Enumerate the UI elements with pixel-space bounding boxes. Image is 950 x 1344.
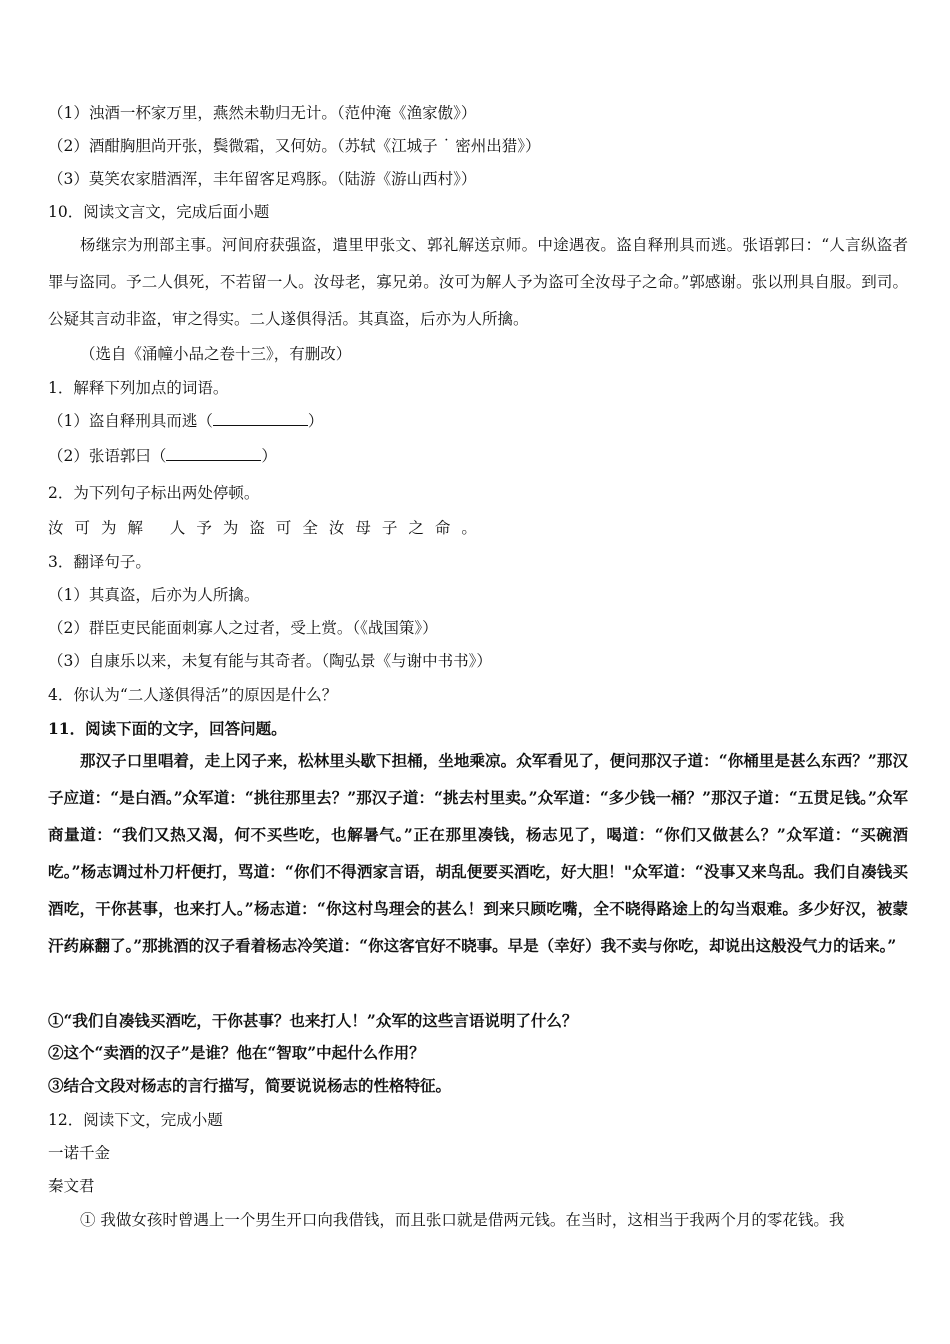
sub-question-3-item-2: （2）群臣吏民能面刺寡人之过者，受上赏。（《战国策》） (48, 619, 438, 637)
item-text: （1）盗自释刑具而逃（ (48, 412, 213, 430)
sub-question-2: 2．为下列句子标出两处停顿。 (48, 484, 260, 502)
answer-blank[interactable] (213, 411, 308, 426)
question-11-heading: 11．阅读下面的文字，回答问题。 (48, 719, 287, 738)
sub-question-4: 4．你认为“二人遂俱得活”的原因是什么？ (48, 686, 338, 704)
sub-question-1: 1．解释下列加点的词语。 (48, 379, 229, 397)
question-11-item-c: ③结合文段对杨志的言行描写，简要说说杨志的性格特征。 (48, 1076, 452, 1095)
poem-line-1: （1）浊酒一杯家万里，燕然未勒归无计。（范仲淹《渔家傲》） (48, 104, 477, 122)
article-paragraph-1: ① 我做女孩时曾遇上一个男生开口向我借钱，而且张口就是借两元钱。在当时，这相当于我两个月的零花钱。我 (80, 1211, 845, 1229)
question-12-heading: 12．阅读下文，完成小题 (48, 1111, 223, 1129)
sub-question-3-item-1: （1）其真盗，后亦为人所擒。 (48, 586, 260, 604)
question-11-item-b: ②这个“卖酒的汉子”是谁？他在“智取”中起什么作用？ (48, 1043, 425, 1062)
article-title: 一诺千金 (48, 1144, 111, 1162)
question-11-item-a: ①“我们自凑钱买酒吃，干你甚事？也来打人！”众军的这些言语说明了什么？ (48, 1011, 578, 1030)
poem-line-2: （2）酒酣胸胆尚开张，鬓微霜，又何妨。（苏轼《江城子 ˙ 密州出猎》） (48, 137, 541, 155)
question-10-heading: 10．阅读文言文，完成后面小题 (48, 203, 270, 221)
sub-question-2-sentence: 汝可为解 人予为盗可全汝母子之命。 (48, 519, 488, 537)
sub-question-3: 3．翻译句子。 (48, 553, 151, 571)
sub-question-3-item-3: （3）自康乐以来，未复有能与其奇者。（陶弘景《与谢中书书》） (48, 652, 492, 670)
question-10-source: （选自《涌幢小品之卷十三》，有删改） (80, 345, 352, 363)
question-10-passage: 杨继宗为刑部主事。河间府获强盗，遣里甲张文、郭礼解送京师。中途遇夜。盗自释刑具而逃。张语郭曰：“人言纵盗者罪与盗同。予二人俱死，不若留一人。汝母老，寡兄弟。汝可为解人予为盗可全汝母子之命。”郭感谢。张以刑具自服。到司。公疑其言动非盗，审之得实。二人遂俱得活。其真盗，后亦为人所擒。 (48, 236, 908, 328)
article-author: 秦文君 (48, 1177, 95, 1195)
sub-question-1-item-2 (48, 446, 277, 466)
question-11-passage: 那汉子口里唱着，走上冈子来，松林里头歇下担桶，坐地乘凉。众军看见了，便问那汉子道：“你桶里是甚么东西？”那汉子应道：“是白酒。”众军道：“挑往那里去？”那汉子道：“挑去村里卖。”众军道：“多少钱一桶？”那汉子道：“五贯足钱。”众军商量道：“我们又热又渴，何不买些吃，也解暑气。”正在那里凑钱，杨志见了，喝道：“你们又做甚么？”众军道：“买碗酒吃。”杨志调过朴刀杆便打，骂道：“你们不得洒家言语，胡乱便要买酒吃，好大胆！"众军道：“没事又来鸟乱。我们自凑钱买酒吃，干你甚事，也来打人。”杨志道：“你这村鸟理会的甚么！到来只顾吃嘴，全不晓得路途上的勾当艰难。多少好汉，被蒙汗药麻翻了。”那挑酒的汉子看着杨志冷笑道：“你这客官好不晓事。早是（幸好）我不卖与你吃，却说出这般没气力的话来。” (48, 751, 908, 955)
item-close: ） (307, 412, 324, 430)
answer-blank[interactable] (166, 446, 261, 461)
poem-line-3: （3）莫笑农家腊酒浑，丰年留客足鸡豚。（陆游《游山西村》） (48, 170, 477, 188)
sub-question-1-item-1 (48, 411, 323, 431)
item-text: （2）张语郭曰（ (48, 447, 167, 465)
item-close: ） (261, 447, 277, 465)
